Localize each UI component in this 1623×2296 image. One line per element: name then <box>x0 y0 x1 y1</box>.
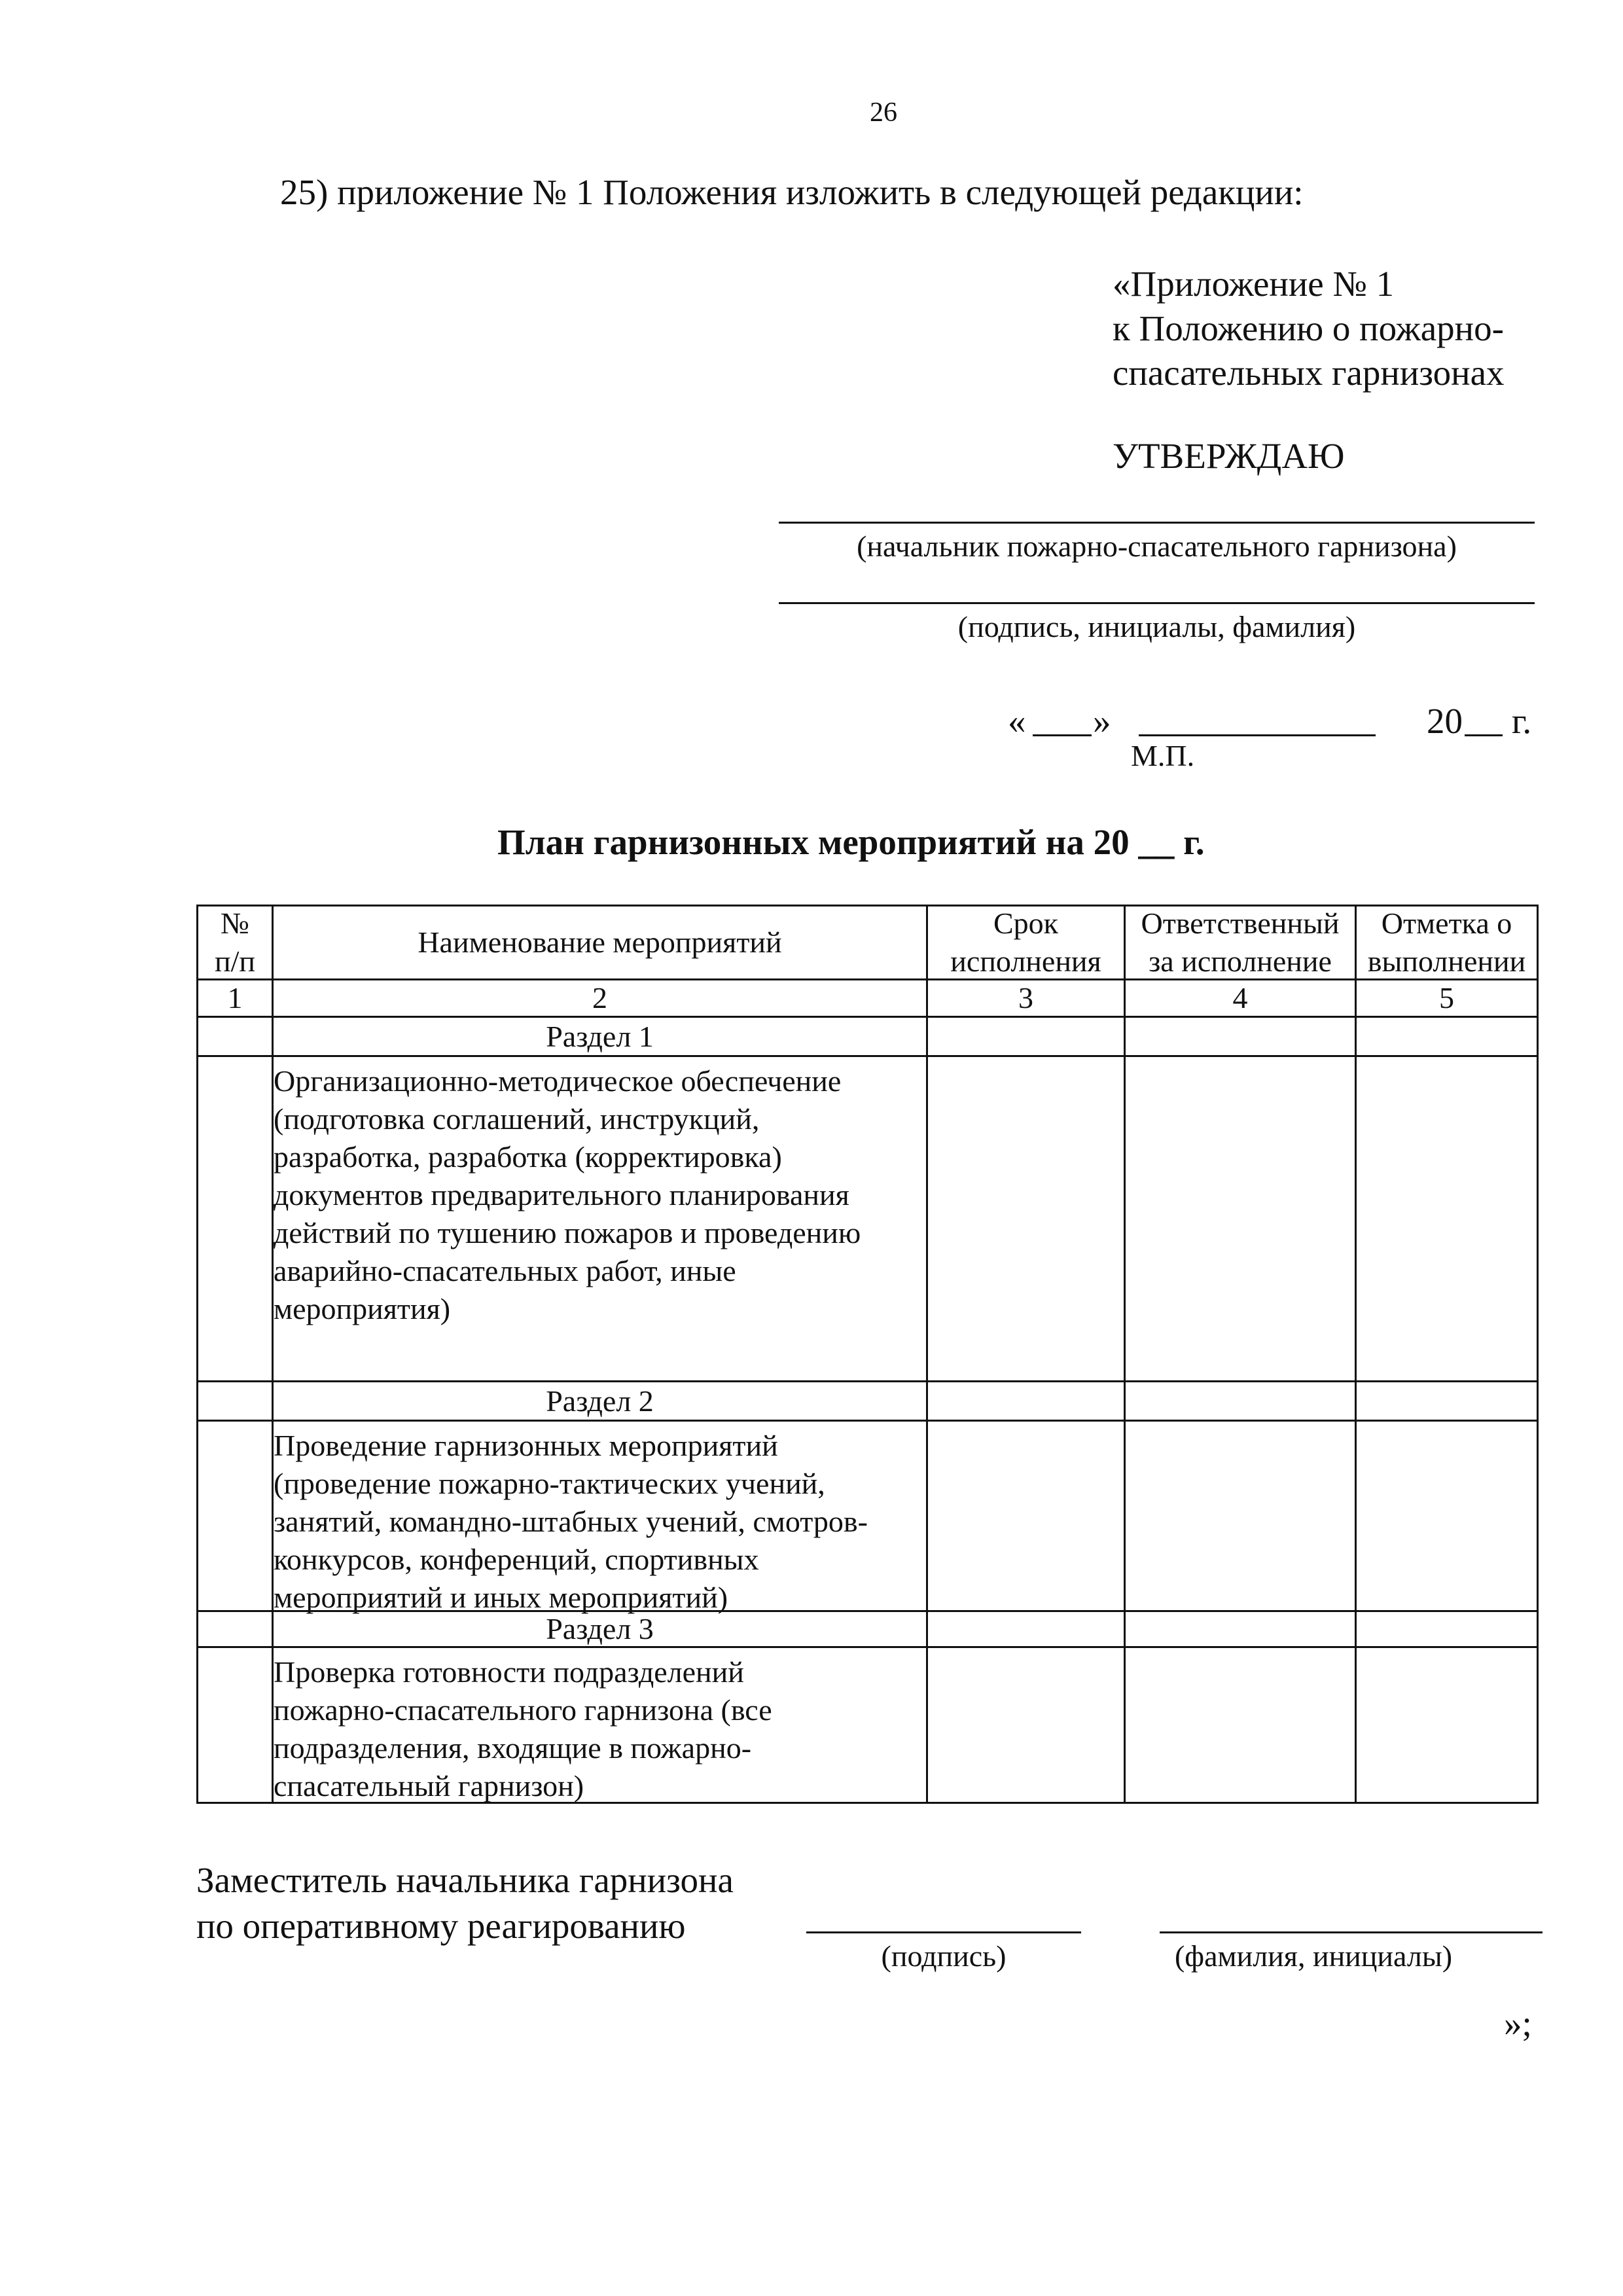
section-2-line: мероприятий и иных мероприятий) <box>274 1581 728 1614</box>
head-caption: (начальник пожарно-спасательного гарнизона) <box>857 529 1457 563</box>
date-day-blank <box>1033 734 1092 736</box>
header-number-line-2: п/п <box>214 944 255 978</box>
deputy-signature-caption: (подпись) <box>881 1939 1007 1973</box>
deputy-title <box>196 1857 734 1949</box>
section-1-line: действий по тушению пожаров и проведению <box>274 1216 861 1249</box>
approval-date <box>1008 700 1551 746</box>
deputy-signature-line <box>806 1931 1081 1933</box>
column-number-1: 1 <box>227 981 243 1014</box>
header-deadline <box>928 906 1124 978</box>
column-number-2: 2 <box>592 981 607 1014</box>
appendix-reference <box>1113 262 1505 395</box>
date-close-quote: » <box>1093 701 1111 741</box>
header-activity-name: Наименование мероприятий <box>418 925 782 959</box>
header-number <box>198 906 272 978</box>
head-name-line <box>779 522 1535 524</box>
signature-caption: (подпись, инициалы, фамилия) <box>957 610 1356 643</box>
column-number-5: 5 <box>1439 981 1454 1014</box>
table-rule <box>1537 905 1539 1804</box>
appendix-line-3: спасательных гарнизонах <box>1113 353 1505 393</box>
section-2-description <box>274 1422 926 1614</box>
section-1-description <box>274 1057 926 1380</box>
head-signature-line <box>779 602 1535 604</box>
section-3-line: подразделения, входящие в пожарно- <box>274 1731 752 1765</box>
header-deadline-line-2: исполнения <box>950 944 1101 978</box>
header-deadline-line-1: Срок <box>993 906 1059 940</box>
section-3-title: Раздел 3 <box>546 1612 654 1645</box>
approval-heading: УТВЕРЖДАЮ <box>1113 436 1345 476</box>
stamp-label: М.П. <box>1131 739 1195 772</box>
section-2-title: Раздел 2 <box>546 1384 654 1418</box>
section-3-description <box>274 1648 926 1802</box>
table-rule <box>1124 905 1126 1804</box>
section-1-line: Организационно-методическое обеспечение <box>274 1064 842 1098</box>
section-3-line: спасательный гарнизон) <box>274 1769 584 1803</box>
deputy-title-line-1: Заместитель начальника гарнизона <box>196 1860 734 1900</box>
section-2-line: занятий, командно-штабных учений, смотров- <box>274 1505 868 1538</box>
intro-text: 25) приложение № 1 Положения изложить в следующей редакции: <box>280 172 1304 212</box>
table-rule <box>1355 905 1357 1804</box>
header-completion-line-2: выполнении <box>1367 944 1526 978</box>
date-year-suffix: г. <box>1512 701 1532 741</box>
section-1-line: разработка, разработка (корректировка) <box>274 1140 782 1174</box>
appendix-line-1: «Приложение № 1 <box>1113 264 1395 304</box>
section-1-line: аварийно-спасательных работ, иные <box>274 1254 736 1287</box>
section-1-title: Раздел 1 <box>546 1019 654 1053</box>
section-3-line: пожарно-спасательного гарнизона (все <box>274 1693 772 1727</box>
section-3-line: Проверка готовности подразделений <box>274 1655 744 1689</box>
section-2-line: Проведение гарнизонных мероприятий <box>274 1429 778 1462</box>
column-number-3: 3 <box>1018 981 1033 1014</box>
plan-title: План гарнизонных мероприятий на 20 __ г. <box>497 822 1205 862</box>
closing-quote: »; <box>1504 2003 1532 2043</box>
section-1-line: документов предварительного планирования <box>274 1178 849 1211</box>
deputy-name-line <box>1160 1931 1543 1933</box>
date-open-quote: « <box>1008 701 1026 741</box>
plan-table <box>196 905 1539 1804</box>
deputy-name-caption: (фамилия, инициалы) <box>1174 1939 1453 1973</box>
date-month-blank <box>1139 734 1376 736</box>
table-rule <box>926 905 928 1804</box>
section-2-line: конкурсов, конференций, спортивных <box>274 1543 759 1576</box>
header-completion-line-1: Отметка о <box>1381 906 1512 940</box>
header-responsible-line-1: Ответственный <box>1141 906 1340 940</box>
header-responsible-line-2: за исполнение <box>1149 944 1332 978</box>
header-completion-mark <box>1357 906 1537 978</box>
date-year-blank <box>1465 734 1503 736</box>
header-responsible <box>1126 906 1355 978</box>
date-year: 20 <box>1427 701 1463 741</box>
page-number: 26 <box>870 98 897 128</box>
deputy-title-line-2: по оперативному реагированию <box>196 1906 686 1946</box>
header-number-line-1: № <box>221 906 249 940</box>
appendix-line-2: к Положению о пожарно- <box>1113 308 1504 348</box>
section-2-line: (проведение пожарно-тактических учений, <box>274 1467 825 1500</box>
table-rule <box>196 905 198 1804</box>
section-1-line: мероприятия) <box>274 1292 451 1325</box>
section-1-line: (подготовка соглашений, инструкций, <box>274 1102 760 1136</box>
column-number-4: 4 <box>1232 981 1248 1014</box>
